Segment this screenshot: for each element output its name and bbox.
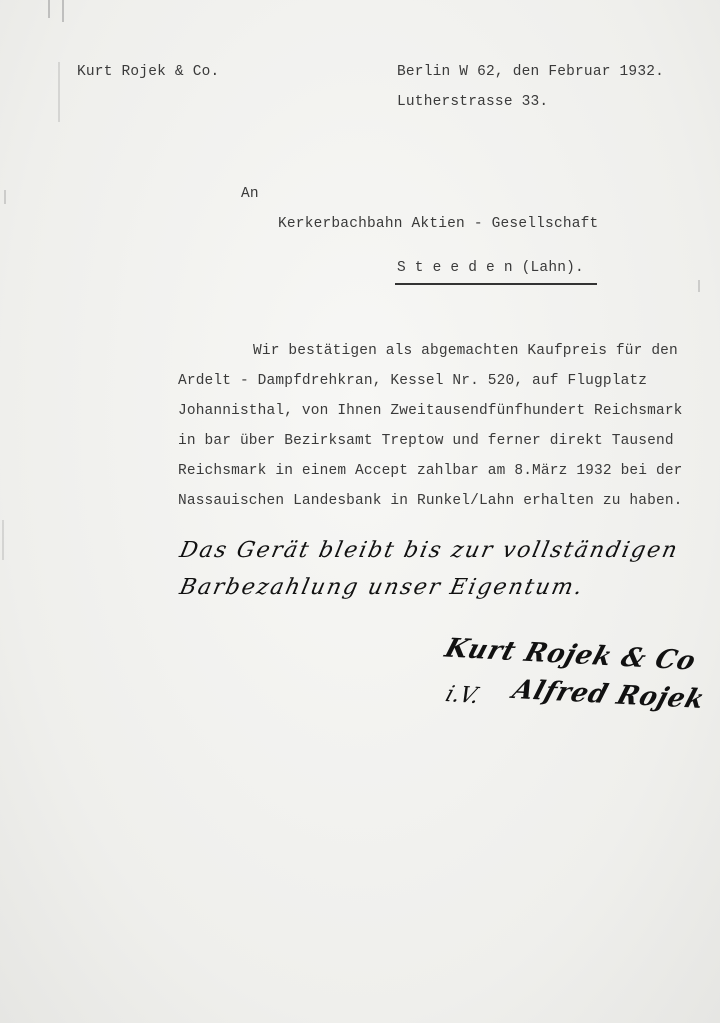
edge-mark — [698, 280, 700, 292]
edge-mark — [4, 190, 6, 204]
sender-street: Lutherstrasse 33. — [397, 94, 549, 110]
recipient-city: S t e e d e n (Lahn). — [397, 260, 584, 276]
staple-mark — [62, 0, 64, 22]
recipient-city-underline — [395, 283, 597, 285]
body-line: in bar über Bezirksamt Treptow und ferner direkt Tausend — [178, 433, 674, 449]
recipient-company: Kerkerbachbahn Aktien - Gesellschaft — [278, 216, 599, 232]
handwritten-note-line: Barbezahlung unser Eigentum. — [177, 575, 587, 600]
body-line: Johannisthal, von Ihnen Zweitausendfünfhundert Reichsmark — [178, 403, 683, 419]
body-line: Ardelt - Dampfdrehkran, Kessel Nr. 520, auf Flugplatz — [178, 373, 648, 389]
body-line: Wir bestätigen als abgemachten Kaufpreis für den — [253, 343, 678, 359]
signature-prefix: i.V. — [442, 681, 483, 710]
recipient-salutation: An — [241, 186, 259, 202]
sender-name: Kurt Rojek & Co. — [77, 64, 220, 80]
signature-name: Alfred Rojek — [508, 674, 709, 716]
punch-mark — [58, 62, 60, 122]
handwritten-note-line: Das Gerät bleibt bis zur vollständigen — [177, 538, 682, 563]
place-date: Berlin W 62, den Februar 1932. — [397, 64, 665, 80]
staple-mark — [48, 0, 50, 18]
body-line: Reichsmark in einem Accept zahlbar am 8.März 1932 bei der — [178, 463, 683, 479]
edge-mark — [2, 520, 4, 560]
signature-company: Kurt Rojek & Co — [441, 633, 700, 677]
body-line: Nassauischen Landesbank in Runkel/Lahn erhalten zu haben. — [178, 493, 683, 509]
